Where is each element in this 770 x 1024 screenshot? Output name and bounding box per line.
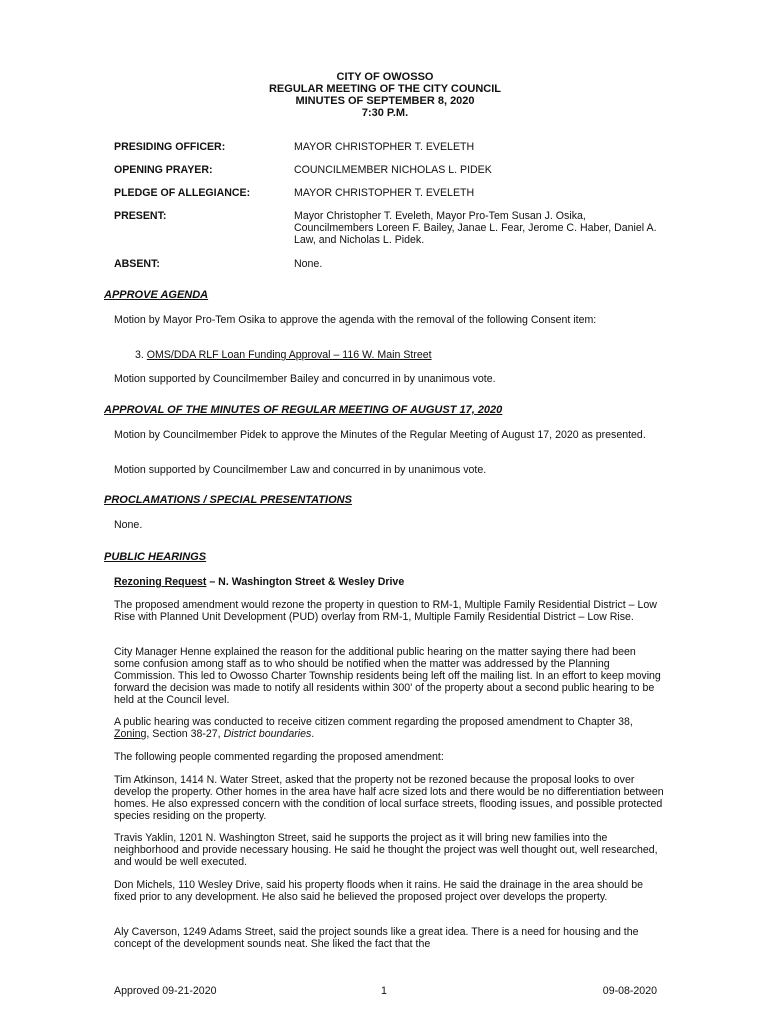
agenda-item-text: OMS/DDA RLF Loan Funding Approval – 116 W. Main Street xyxy=(146,349,432,361)
approve-agenda-motion: Motion by Mayor Pro-Tem Osika to approve the agenda with the removal of the following Consent item: xyxy=(114,314,597,326)
pledge-value: MAYOR CHRISTOPHER T. EVELETH xyxy=(294,187,475,199)
p3-text-c: . xyxy=(311,728,315,740)
footer-approved: Approved 09-21-2020 xyxy=(114,985,217,997)
comment-michels: Don Michels, 110 Wesley Drive, said his property floods when it rains. He said the drainage in the area should be fixed prior to any development. He also said he believed the proposed project over develops the property. xyxy=(114,879,643,903)
rezoning-paragraph-2: City Manager Henne explained the reason for the additional public hearing on the matter saying there had been some confusion among staff as to who should be notified when the matter was addressed by the Planning Commission. This led to Owosso Charter Township residents being left off the mailing list. In an effort to keep moving forward the decision was made to notify all residents within 300' of the property about a second public hearing to be held at the Council level. xyxy=(114,646,661,706)
rezoning-paragraph-1: The proposed amendment would rezone the property in question to RM-1, Multiple Family Residential District – Low Rise with Planned Unit Development (PUD) overlay from RM-1, Multiple Family Residential District – Low Rise. xyxy=(114,599,657,623)
absent-value: None. xyxy=(294,258,323,270)
comment-yaklin: Travis Yaklin, 1201 N. Washington Street, said he supports the project as it will bring new families into the neighborhood and provide necessary housing. He said he thought the project was well thought out, well researched, and would be well executed. xyxy=(114,832,658,868)
comment-caverson: Aly Caverson, 1249 Adams Street, said the project sounds like a great idea. There is a need for housing and the concept of the development sounds neat. She liked the fact that the xyxy=(114,926,639,950)
city-name: CITY OF OWOSSO xyxy=(336,71,434,83)
rezoning-paragraph-4: The following people commented regarding the proposed amendment: xyxy=(114,751,444,763)
footer-page-number: 1 xyxy=(381,985,387,997)
minutes-header xyxy=(0,71,770,119)
page-footer xyxy=(114,985,657,997)
pledge-label: PLEDGE OF ALLEGIANCE: xyxy=(114,187,251,199)
proclamations-body: None. xyxy=(114,519,143,531)
presiding-officer-label: PRESIDING OFFICER: xyxy=(114,141,226,153)
opening-prayer-label: OPENING PRAYER: xyxy=(114,164,213,176)
p3-text-b: , Section 38-27, xyxy=(146,728,224,740)
rezoning-subheading xyxy=(114,576,664,588)
footer-date: 09-08-2020 xyxy=(602,985,657,997)
approval-minutes-support: Motion supported by Councilmember Law and concurred in by unanimous vote. xyxy=(114,464,487,476)
approval-minutes-motion: Motion by Councilmember Pidek to approve the Minutes of the Regular Meeting of August 17, 2020 as presented. xyxy=(114,429,646,441)
p3-district-boundaries: District boundaries xyxy=(223,728,312,740)
rezoning-paragraph-3 xyxy=(114,716,664,740)
present-value: Mayor Christopher T. Eveleth, Mayor Pro-Tem Susan J. Osika, Councilmembers Loreen F. Bailey, Janae L. Fear, Jerome C. Haber, Daniel A. Law, and Nicholas L. Pidek. xyxy=(294,210,657,246)
present-label: PRESENT: xyxy=(114,210,167,222)
absent-label: ABSENT: xyxy=(114,258,160,270)
presiding-officer-value: MAYOR CHRISTOPHER T. EVELETH xyxy=(294,141,475,153)
approve-agenda-heading: APPROVE AGENDA xyxy=(104,289,209,301)
opening-prayer-value: COUNCILMEMBER NICHOLAS L. PIDEK xyxy=(294,164,492,176)
agenda-item-number: 3. xyxy=(135,349,144,361)
approve-agenda-support: Motion supported by Councilmember Bailey and concurred in by unanimous vote. xyxy=(114,373,496,385)
minutes-date: MINUTES OF SEPTEMBER 8, 2020 xyxy=(295,95,475,107)
comment-atkinson: Tim Atkinson, 1414 N. Water Street, asked that the property not be rezoned because the proposal looks to over develop the property. Other homes in the area have half acre sized lots and there would be no differentiation between homes. He also expressed concern with the condition of local surface streets, flooding issues, and possible protected species residing on the property. xyxy=(114,774,664,822)
proclamations-heading: PROCLAMATIONS / SPECIAL PRESENTATIONS xyxy=(104,494,352,506)
public-hearings-heading: PUBLIC HEARINGS xyxy=(104,551,207,563)
rezoning-subheading-rest: – N. Washington Street & Wesley Drive xyxy=(206,576,405,588)
p3-zoning: Zoning xyxy=(114,728,147,740)
meeting-title: REGULAR MEETING OF THE CITY COUNCIL xyxy=(268,83,502,95)
agenda-removed-item xyxy=(135,349,655,361)
approval-minutes-heading: APPROVAL OF THE MINUTES OF REGULAR MEETING OF AUGUST 17, 2020 xyxy=(104,404,503,416)
meeting-time: 7:30 P.M. xyxy=(361,107,409,119)
rezoning-subheading-underlined: Rezoning Request xyxy=(114,576,207,588)
p3-text-a: A public hearing was conducted to receive citizen comment regarding the proposed amendment to Chapter 38, xyxy=(114,716,633,728)
